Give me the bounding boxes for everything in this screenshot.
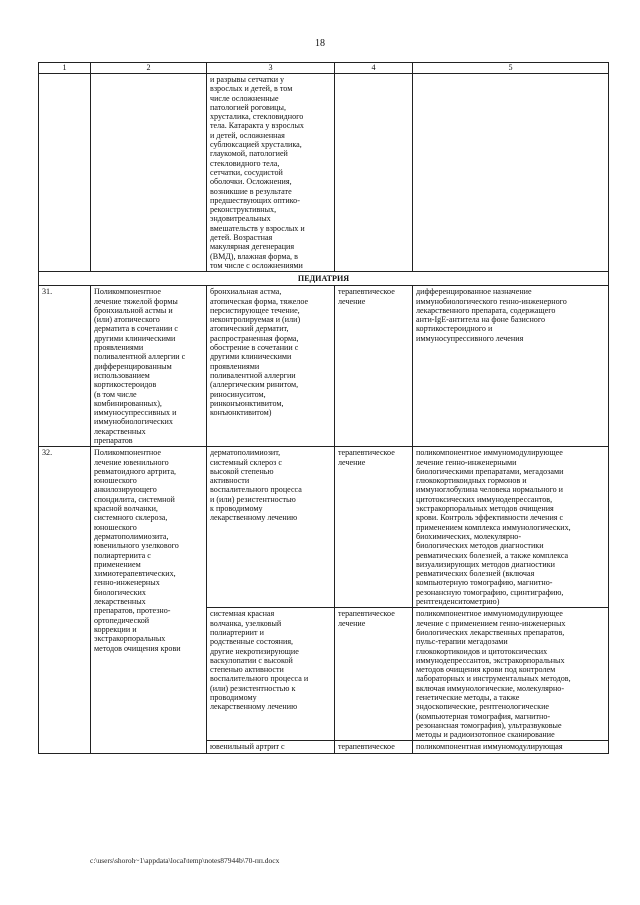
header-col-2: 2 xyxy=(91,63,207,74)
section-title: ПЕДИАТРИЯ xyxy=(39,272,609,286)
treatment-type-cell: терапевтическое лечение xyxy=(335,286,413,447)
header-row xyxy=(39,63,609,74)
treatment-type-cell: терапевтическое xyxy=(335,741,413,753)
treatment-method-cell: поликомпонентное иммуномодулирующее лечение с применением генно-инженерных биологических лекарственных препаратов, пульс-терапии мегадозами глюкокортикоидов и цитотоксических иммунодепрессантов, экстракорпоральных методов очищения крови под контролем лабораторных и инструментальных методов, включая иммунологические, молекулярно- генетические методы, а также эндоскопические, рентгенологические (компьютерная томография, магнитно- резонансная томография), ультразвуковые методы и радиоизотопное сканирование xyxy=(413,608,609,741)
header-col-3: 3 xyxy=(207,63,335,74)
treatment-method-cell: дифференцированное назначение иммунобиологического генно-инженерного лекарственного препарата, содержащего анти-IgE-антитела на фоне базисного кортикостероидного и иммуносупрессивного лечения xyxy=(413,286,609,447)
treatment-name-cell: Поликомпонентное лечение ювенильного ревматоидного артрита, юношеского анкилозирующего спондилита, системной красной волчанки, системного склероза, юношеского дерматополимиозита, ювенильного узелкового полиартериита с применением химиотерапевтических, генно-инженерных биологических лекарственных препаратов, протезно- ортопедической коррекции и экстракорпоральных методов очищения крови xyxy=(91,447,207,754)
header-col-5: 5 xyxy=(413,63,609,74)
medical-care-table xyxy=(38,62,609,754)
empty-cell xyxy=(335,74,413,272)
continuation-row xyxy=(39,74,609,272)
treatment-method-cell: поликомпонентная иммуномодулирующая xyxy=(413,741,609,753)
file-path-footer: c:\users\shoroh~1\appdata\local\temp\notes87944b\70-пп.docx xyxy=(90,856,280,865)
continuation-model-cell: и разрывы сетчатки у взрослых и детей, в том числе осложненные патологией роговицы, хрусталика, стекловидного тела. Катаракта у взрослых и детей, осложненная сублюксацией хрусталика, глаукомой, патологией стекловидного тела, сетчатки, сосудистой оболочки. Осложнения, возникшие в результате предшествующих оптико- реконструктивных, эндовитреальных вмешательств у взрослых и детей. Возрастная макулярная дегенерация (ВМД), влажная форма, в том числе с осложнениями xyxy=(207,74,335,272)
header-col-4: 4 xyxy=(335,63,413,74)
table-row xyxy=(39,286,609,447)
table-row xyxy=(39,447,609,608)
empty-cell xyxy=(91,74,207,272)
treatment-name-cell: Поликомпонентное лечение тяжелой формы бронхиальной астмы и (или) атопического дерматита в сочетании с другими клиническими проявлениями поливалентной аллергии с дифференцированным использованием кортикостероидов (в том числе комбинированных), иммуносупрессивных и иммунобиологических лекарственных препаратов xyxy=(91,286,207,447)
empty-cell xyxy=(39,74,91,272)
empty-cell xyxy=(413,74,609,272)
row-number: 31. xyxy=(39,286,91,447)
patient-model-cell: системная красная волчанка, узелковый полиартериит и родственные состояния, другие некротизирующие васкулопатии с высокой степенью активности воспалительного процесса и (или) резистентностью к проводимому лекарственному лечению xyxy=(207,608,335,741)
section-row xyxy=(39,272,609,286)
page-number: 18 xyxy=(315,38,325,49)
row-number: 32. xyxy=(39,447,91,754)
patient-model-cell: ювенильный артрит с xyxy=(207,741,335,753)
treatment-type-cell: терапевтическое лечение xyxy=(335,447,413,608)
treatment-method-cell: поликомпонентное иммуномодулирующее лечение генно-инженерными биологическими препаратами, мегадозами глюкокортикоидных гормонов и иммуноглобулина человека нормального и цитотоксических иммунодепрессантов, экстракорпоральных методов очищения крови. Контроль эффективности лечения с применением комплекса иммунологических, биохимических, молекулярно- биологических методов диагностики ревматических болезней, а также комплекса визуализирующих методов диагностики ревматических болезней (включая компьютерную томографию, магнитно- резонансную томографию, сцинтиграфию, рентгенденситометрию) xyxy=(413,447,609,608)
header-col-1: 1 xyxy=(39,63,91,74)
treatment-type-cell: терапевтическое лечение xyxy=(335,608,413,741)
patient-model-cell: дерматополимиозит, системный склероз с высокой степенью активности воспалительного процесса и (или) резистентностью к проводимому лекарственному лечению xyxy=(207,447,335,608)
patient-model-cell: бронхиальная астма, атопическая форма, тяжелое персистирующее течение, неконтролируемая и (или) атопический дерматит, распространенная форма, обострение в сочетании с другими клиническими проявлениями поливалентной аллергии (аллергическим ринитом, риносинуситом, ринконъюнктивитом, конъюнктивитом) xyxy=(207,286,335,447)
